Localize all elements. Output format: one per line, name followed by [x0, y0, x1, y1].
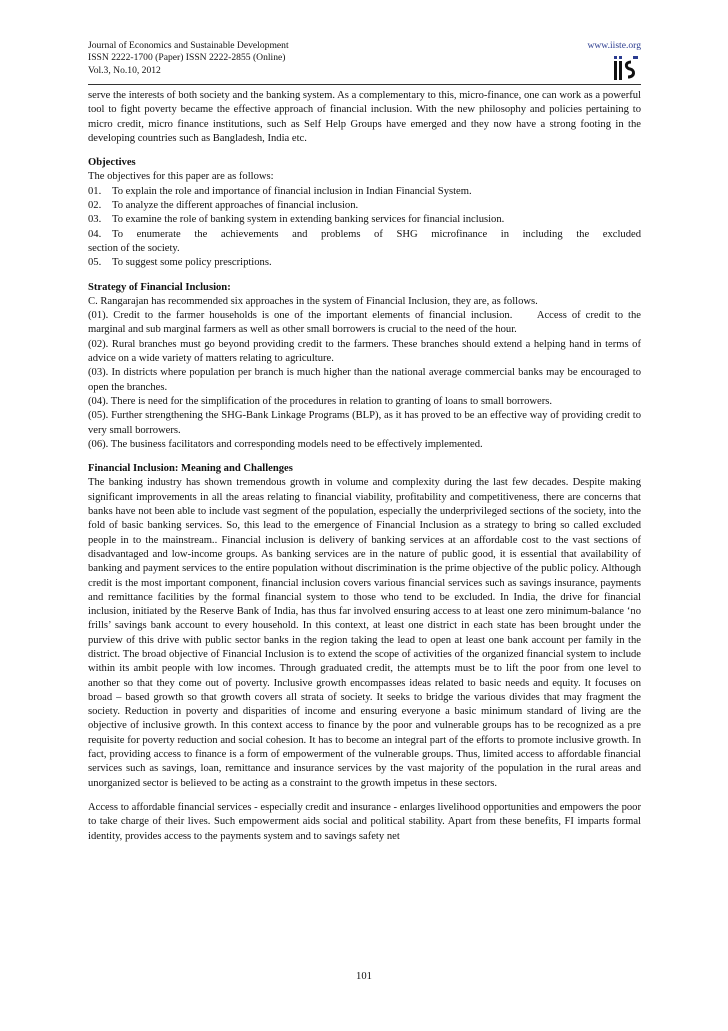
- journal-title: Journal of Economics and Sustainable Development: [88, 40, 289, 51]
- strategy-paragraph: (04). There is need for the simplification of the procedures in relation to granting of loans to small borrowers.: [88, 395, 553, 407]
- intro-paragraph: serve the interests of both society and the banking system. As a complementary to this, micro-finance, one can work as a powerful tool to fight poverty became the effective approach of financial inclusion. With the new philosophy and policies pertaining to micro credit, micro finance institutions, such as Self Help Groups have emerged and they now have a strong footing in the developing countries such as Bangladesh, India etc.: [88, 90, 641, 144]
- objective-item: 05. To suggest some policy prescriptions.: [88, 257, 272, 269]
- objective-item: 03. To examine the role of banking system in extending banking services for financial inclusion.: [88, 214, 505, 226]
- objective-item: 04. To enumerate the achievements and problems of SHG microfinance in including the excluded: [88, 228, 641, 240]
- page-number: 101: [356, 971, 372, 982]
- access-paragraph: Access to affordable financial services - especially credit and insurance - enlarges livelihood opportunities and empowers the poor to take charge of their lives. Such empowerment aids social and political stability. Apart from these benefits, FI imparts formal identity, provides access to the payments system and to savings safety net: [88, 801, 641, 842]
- objectives-heading: Objectives: [88, 157, 136, 169]
- meaning-heading: Financial Inclusion: Meaning and Challenges: [88, 463, 293, 475]
- header-rule: [88, 84, 641, 85]
- strategy-paragraph: (05). Further strengthening the SHG-Bank Linkage Programs (BLP), as it has proved to be an effective way of providing credit to very small borrowers.: [88, 410, 641, 436]
- iiste-logo: [612, 53, 639, 82]
- strategy-heading: Strategy of Financial Inclusion:: [88, 281, 231, 293]
- strategy-paragraph: (03). In districts where population per branch is much higher than the national average commercial banks may be encouraged to open the branches.: [88, 367, 641, 393]
- journal-issn: ISSN 2222-1700 (Paper) ISSN 2222-2855 (Online): [88, 52, 286, 64]
- document-page: [88, 40, 684, 844]
- strategy-paragraph: (06). The business facilitators and corresponding models need to be effectively implemented.: [88, 438, 483, 450]
- objective-item-continuation: section of the society.: [88, 242, 180, 254]
- objectives-lead: The objectives for this paper are as follows:: [88, 171, 274, 183]
- strategy-paragraph: (02). Rural branches must go beyond providing credit to the farmers. These branches should extend a helping hand in terms of advice on a wide variety of matters relating to agriculture.: [88, 338, 641, 365]
- meaning-paragraph: The banking industry has shown tremendous growth in volume and complexity during the last few decades. Despite making significant improvements in all the areas relating to financial viability, profitability and competitiveness, there are concerns that banks have not been able to include vast segment of the population, especially the underprivileged sections of the society, into the fold of basic banking services. So, this lead to the emergence of Financial Inclusion as a strategy to bring so called excluded people in to the mainstream.. Financial inclusion is delivery of banking services at an affordable cost to the vast sections of disadvantaged and low-income groups. As banking services are in the nature of public good, it is essential that availability of banking and payment services to the entire population without discrimination is the prime objective of the public policy. Although credit is the most important component, financial inclusion covers various financial services such as savings insurance, payments and remittance facilities by the formal financial system to those who tend to be excluded. In India, the drive for financial inclusion, initiated by the Reserve Bank of India, has thus far involved ensuring access to at least one zero minimum-balance ‘no frills’ savings bank account to every household. In this context, at least one district in each state has been brought under the purview of this drive with public sector banks in the region taking the lead to open at least one bank account per family in the district. The broad objective of Financial Inclusion is to extend the scope of activities of the organized financial system to include within its ambit people with low incomes. Through graduated credit, the attempts must be to lift the poor from one level to another so that they come out of poverty. Inclusive growth encompasses ideas related to basic needs and equity. It focuses on broad – based growth so that growth covers all strata of society. It seeks to bridge the various divides that may fragment the society. Reduction in poverty and disparities of income and ensuring everyone a basic minimum standard of living are the objective of inclusive growth. In this context access to finance by the poor and vulnerable groups has to be recognized as a pre requisite for poverty reduction and social cohesion. It has to become an integral part of the efforts to promote inclusive growth. In fact, providing access to finance is a form of empowerment of the vulnerable groups. Thus, limited access to affordable financial services such as savings, loan, remittance and insurance services by the vast majority of the population in the rural areas and unorganized sector is believed to be acting as a constraint to the growth impetus in these sectors.: [88, 477, 641, 789]
- strategy-paragraph: (01). Credit to the farmer households is one of the important elements of financial inclusion. Access of credit to the marginal and sub marginal farmers as well as other small borrowers is crucial to the need of the hour.: [88, 310, 684, 336]
- objective-item: 01. To explain the role and importance of financial inclusion in Indian Financial System.: [88, 185, 472, 197]
- journal-volume: Vol.3, No.10, 2012: [88, 64, 161, 76]
- journal-meta: [88, 40, 289, 77]
- journal-url-link[interactable]: www.iiste.org: [587, 40, 641, 51]
- body-text: [88, 89, 684, 844]
- strategy-paragraph: C. Rangarajan has recommended six approaches in the system of Financial Inclusion, they are, as follows.: [88, 295, 538, 307]
- objective-item: 02. To analyze the different approaches of financial inclusion.: [88, 200, 359, 212]
- journal-header: [88, 40, 641, 84]
